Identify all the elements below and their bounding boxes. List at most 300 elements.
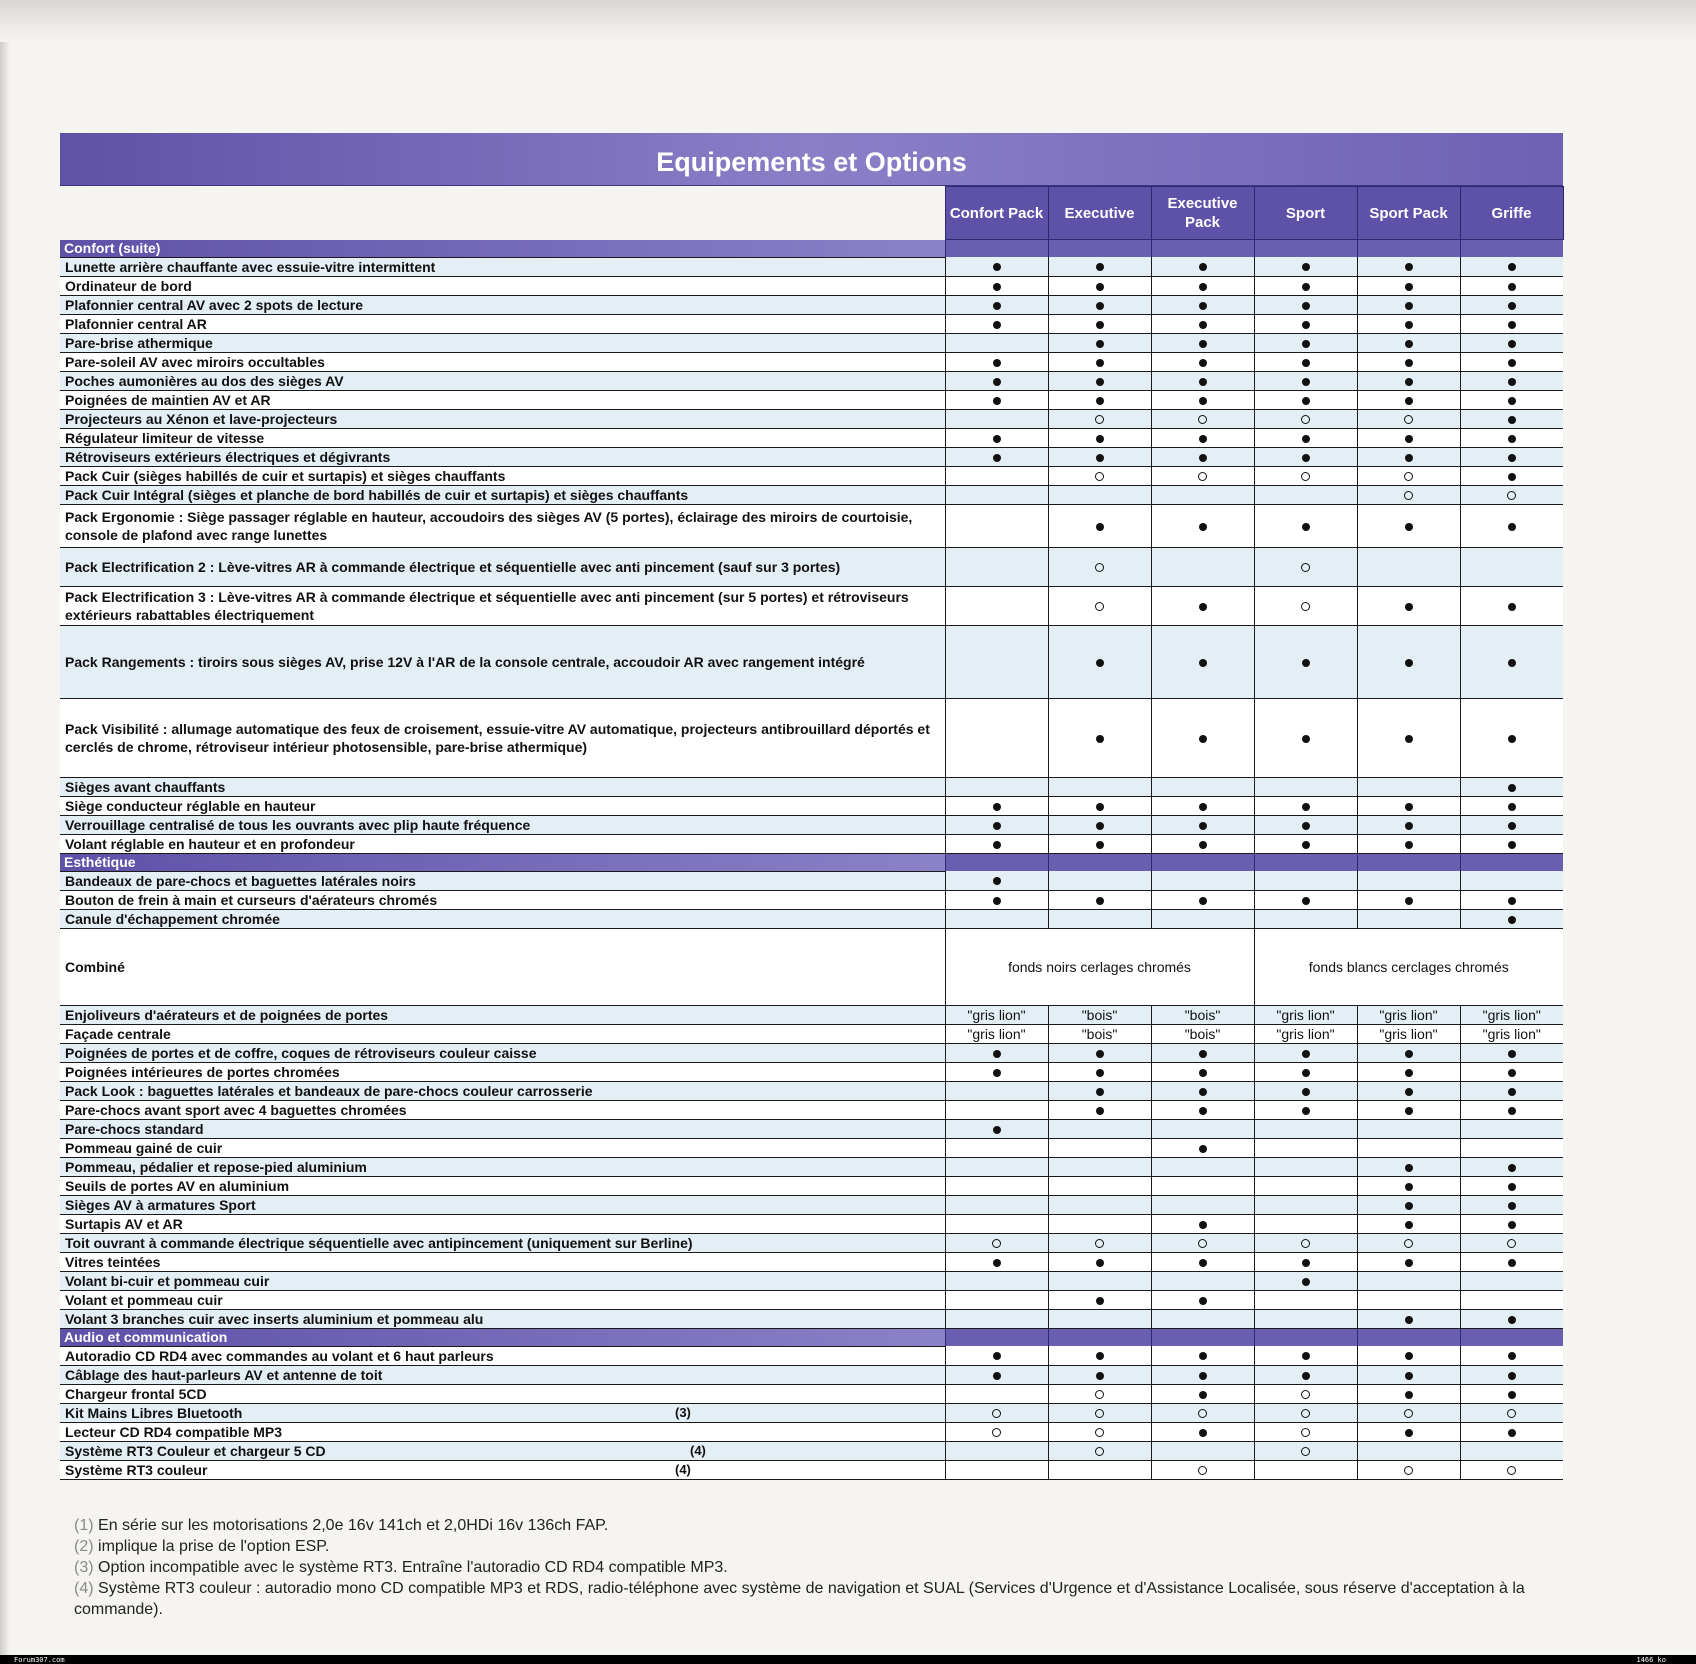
empty-cell <box>1254 1309 1357 1328</box>
standard-dot-icon <box>1199 1429 1207 1437</box>
option-ring-cell <box>1460 1460 1563 1479</box>
standard-dot-icon <box>993 1069 1001 1077</box>
standard-dot-icon <box>993 1050 1001 1058</box>
standard-dot-cell <box>1460 276 1563 295</box>
option-ring-icon <box>1198 1409 1207 1418</box>
option-ring-icon <box>1301 1409 1310 1418</box>
empty-cell <box>945 1290 1048 1309</box>
row-label-text: Pack Ergonomie : Siège passager réglable en hauteur, accoudoirs des sièges AV (5 portes), éclairage des miroirs de courtoisie, console de plafond avec range lunettes <box>65 508 913 543</box>
standard-dot-cell <box>945 1062 1048 1081</box>
standard-dot-icon <box>1405 1372 1413 1380</box>
footnote-ref: (3) <box>675 1404 691 1420</box>
row-label <box>60 428 945 447</box>
standard-dot-icon <box>1302 803 1310 811</box>
option-ring-icon <box>1404 1409 1413 1418</box>
row-label-text: Pack Electrification 2 : Lève-vitres AR à commande électrique et séquentielle avec anti pincement (sauf sur 3 portes) <box>65 558 841 575</box>
empty-cell <box>1254 1195 1357 1214</box>
standard-dot-icon <box>1199 454 1207 462</box>
table-row <box>60 1384 1563 1403</box>
option-ring-cell <box>1357 409 1460 428</box>
option-ring-cell <box>1254 1384 1357 1403</box>
standard-dot-icon <box>1508 1221 1516 1229</box>
table-row <box>60 333 1563 352</box>
standard-dot-icon <box>1199 1391 1207 1399</box>
option-ring-icon <box>1095 1428 1104 1437</box>
standard-dot-cell <box>1151 1422 1254 1441</box>
empty-cell <box>1357 1119 1460 1138</box>
standard-dot-cell <box>1460 625 1563 698</box>
standard-dot-cell <box>1254 1365 1357 1384</box>
option-ring-icon <box>1095 602 1104 611</box>
finish-cell: "gris lion" <box>1357 1005 1460 1024</box>
section-fill <box>945 240 1048 258</box>
standard-dot-cell <box>1460 333 1563 352</box>
standard-dot-cell <box>1357 428 1460 447</box>
standard-dot-icon <box>1508 659 1516 667</box>
empty-cell <box>1460 1138 1563 1157</box>
empty-cell <box>945 1271 1048 1290</box>
standard-dot-cell <box>1254 1271 1357 1290</box>
option-ring-cell <box>1254 1233 1357 1252</box>
section-fill <box>1357 853 1460 871</box>
standard-dot-icon <box>1199 1050 1207 1058</box>
standard-dot-cell <box>1151 1062 1254 1081</box>
empty-cell <box>1254 1290 1357 1309</box>
empty-cell <box>1357 1441 1460 1460</box>
standard-dot-cell <box>1357 352 1460 371</box>
option-ring-cell <box>1254 409 1357 428</box>
option-ring-icon <box>1198 472 1207 481</box>
standard-dot-cell <box>1048 1043 1151 1062</box>
row-label <box>60 777 945 796</box>
standard-dot-cell <box>1048 1290 1151 1309</box>
section-header-row <box>60 240 1563 258</box>
empty-cell <box>1254 871 1357 890</box>
standard-dot-cell <box>1048 314 1151 333</box>
standard-dot-icon <box>1302 321 1310 329</box>
standard-dot-icon <box>1199 1107 1207 1115</box>
table-row <box>60 586 1563 625</box>
empty-cell <box>1048 1460 1151 1479</box>
standard-dot-cell <box>1151 447 1254 466</box>
standard-dot-cell <box>1151 1290 1254 1309</box>
row-label <box>60 1081 945 1100</box>
standard-dot-cell <box>1460 390 1563 409</box>
empty-cell <box>1357 1138 1460 1157</box>
table-row <box>60 871 1563 890</box>
standard-dot-icon <box>1199 897 1207 905</box>
row-label-text: Plafonnier central AV avec 2 spots de lecture <box>65 296 363 313</box>
standard-dot-cell <box>945 1365 1048 1384</box>
row-label-text: Surtapis AV et AR <box>65 1215 183 1232</box>
option-ring-icon <box>1507 1466 1516 1475</box>
row-label <box>60 1005 945 1024</box>
row-label <box>60 1346 945 1365</box>
standard-dot-cell <box>1151 314 1254 333</box>
standard-dot-icon <box>1096 378 1104 386</box>
standard-dot-icon <box>1508 473 1516 481</box>
standard-dot-cell <box>1048 1346 1151 1365</box>
row-label <box>60 1176 945 1195</box>
standard-dot-icon <box>1508 359 1516 367</box>
section-fill <box>1357 240 1460 258</box>
table-row <box>60 1062 1563 1081</box>
standard-dot-cell <box>1048 352 1151 371</box>
option-ring-cell <box>1151 466 1254 485</box>
standard-dot-icon <box>1199 1069 1207 1077</box>
standard-dot-cell <box>1254 796 1357 815</box>
standard-dot-icon <box>1508 523 1516 531</box>
standard-dot-icon <box>993 321 1001 329</box>
row-label-text: Canule d'échappement chromée <box>65 910 280 927</box>
page-title: Equipements et Options <box>60 133 1563 186</box>
combine-cell <box>945 928 1254 1005</box>
standard-dot-icon <box>993 454 1001 462</box>
empty-cell <box>1357 1271 1460 1290</box>
option-ring-cell <box>1357 1460 1460 1479</box>
standard-dot-icon <box>1405 603 1413 611</box>
row-label-text: Système RT3 couleur <box>65 1461 208 1478</box>
empty-cell <box>945 547 1048 586</box>
standard-dot-cell <box>1357 276 1460 295</box>
standard-dot-cell <box>1357 1043 1460 1062</box>
standard-dot-cell <box>1151 586 1254 625</box>
table-row <box>60 1100 1563 1119</box>
standard-dot-icon <box>993 1259 1001 1267</box>
row-label <box>60 796 945 815</box>
standard-dot-icon <box>1199 1145 1207 1153</box>
standard-dot-cell <box>1460 352 1563 371</box>
row-label <box>60 1309 945 1328</box>
standard-dot-cell <box>1460 1176 1563 1195</box>
standard-dot-cell <box>1254 1062 1357 1081</box>
row-label-text: Siège conducteur réglable en hauteur <box>65 797 316 814</box>
standard-dot-cell <box>1151 1100 1254 1119</box>
row-label-text: Bandeaux de pare-chocs et baguettes latérales noirs <box>65 872 416 889</box>
section-fill <box>1151 853 1254 871</box>
standard-dot-cell <box>1254 890 1357 909</box>
finish-cell: "bois" <box>1151 1005 1254 1024</box>
standard-dot-cell <box>1254 390 1357 409</box>
standard-dot-cell <box>1460 909 1563 928</box>
standard-dot-cell <box>1151 698 1254 777</box>
column-header: Griffe <box>1460 187 1563 240</box>
standard-dot-cell <box>945 1119 1048 1138</box>
finish-cell: "gris lion" <box>1460 1024 1563 1043</box>
standard-dot-icon <box>1199 659 1207 667</box>
empty-cell <box>945 698 1048 777</box>
empty-cell <box>1048 1309 1151 1328</box>
table-row <box>60 1138 1563 1157</box>
empty-cell <box>945 909 1048 928</box>
standard-dot-icon <box>1096 822 1104 830</box>
empty-cell <box>1254 485 1357 504</box>
standard-dot-icon <box>1405 359 1413 367</box>
standard-dot-cell <box>1151 333 1254 352</box>
standard-dot-icon <box>993 1126 1001 1134</box>
section-title: Esthétique <box>60 853 945 871</box>
row-label-text: Volant 3 branches cuir avec inserts aluminium et pommeau alu <box>65 1310 484 1327</box>
column-header: Sport <box>1254 187 1357 240</box>
standard-dot-icon <box>1405 822 1413 830</box>
standard-dot-cell <box>1254 1346 1357 1365</box>
option-ring-icon <box>1404 472 1413 481</box>
empty-cell <box>945 485 1048 504</box>
option-ring-cell <box>1254 1422 1357 1441</box>
standard-dot-cell <box>1460 815 1563 834</box>
row-label-text: Pare-soleil AV avec miroirs occultables <box>65 353 325 370</box>
standard-dot-cell <box>1460 1157 1563 1176</box>
option-ring-cell <box>1151 409 1254 428</box>
standard-dot-cell <box>1048 698 1151 777</box>
option-ring-cell <box>1357 466 1460 485</box>
row-label-text: Volant et pommeau cuir <box>65 1291 223 1308</box>
empty-cell <box>1048 871 1151 890</box>
standard-dot-icon <box>1096 359 1104 367</box>
option-ring-cell <box>1048 586 1151 625</box>
standard-dot-cell <box>1460 1309 1563 1328</box>
empty-cell <box>1254 1214 1357 1233</box>
standard-dot-icon <box>1199 378 1207 386</box>
footnote: (2) implique la prise de l'option ESP. <box>74 1538 330 1555</box>
standard-dot-cell <box>1460 314 1563 333</box>
empty-cell <box>945 1441 1048 1460</box>
standard-dot-icon <box>1096 1050 1104 1058</box>
standard-dot-icon <box>1508 1259 1516 1267</box>
option-ring-cell <box>1048 547 1151 586</box>
standard-dot-cell <box>1357 1176 1460 1195</box>
row-label <box>60 1252 945 1271</box>
row-label <box>60 547 945 586</box>
standard-dot-icon <box>1302 1278 1310 1286</box>
table-row <box>60 371 1563 390</box>
standard-dot-icon <box>1405 378 1413 386</box>
empty-cell <box>945 1157 1048 1176</box>
standard-dot-cell <box>1048 815 1151 834</box>
standard-dot-icon <box>1405 263 1413 271</box>
row-label <box>60 1138 945 1157</box>
empty-cell <box>1151 547 1254 586</box>
row-label-text: Pommeau gainé de cuir <box>65 1139 223 1156</box>
row-label <box>60 698 945 777</box>
standard-dot-icon <box>1508 1069 1516 1077</box>
empty-cell <box>1048 1271 1151 1290</box>
standard-dot-icon <box>1405 397 1413 405</box>
standard-dot-cell <box>1151 504 1254 547</box>
empty-cell <box>1048 1214 1151 1233</box>
table-row <box>60 698 1563 777</box>
empty-cell <box>945 1081 1048 1100</box>
standard-dot-cell <box>1151 796 1254 815</box>
row-label-text: Seuils de portes AV en aluminium <box>65 1177 290 1194</box>
option-ring-icon <box>1301 415 1310 424</box>
section-fill <box>1254 240 1357 258</box>
table-row <box>60 1043 1563 1062</box>
standard-dot-icon <box>1302 378 1310 386</box>
standard-dot-cell <box>1254 815 1357 834</box>
standard-dot-icon <box>1508 1316 1516 1324</box>
standard-dot-icon <box>1508 378 1516 386</box>
standard-dot-icon <box>1302 1352 1310 1360</box>
standard-dot-icon <box>1302 659 1310 667</box>
standard-dot-cell <box>945 352 1048 371</box>
table-row <box>60 314 1563 333</box>
option-ring-icon <box>1198 415 1207 424</box>
standard-dot-cell <box>1048 625 1151 698</box>
option-ring-icon <box>1095 472 1104 481</box>
standard-dot-cell <box>1357 1365 1460 1384</box>
empty-cell <box>1151 1157 1254 1176</box>
table-row <box>60 1422 1563 1441</box>
standard-dot-icon <box>1508 603 1516 611</box>
row-label-text: Pare-chocs standard <box>65 1120 204 1137</box>
option-ring-icon <box>1198 1466 1207 1475</box>
standard-dot-icon <box>1405 1050 1413 1058</box>
standard-dot-icon <box>1096 1069 1104 1077</box>
standard-dot-icon <box>1405 454 1413 462</box>
row-label-text: Pack Look : baguettes latérales et bandeaux de pare-chocs couleur carrosserie <box>65 1082 593 1099</box>
standard-dot-cell <box>1460 1043 1563 1062</box>
standard-dot-cell <box>1460 447 1563 466</box>
table-row <box>60 504 1563 547</box>
option-ring-icon <box>1301 1447 1310 1456</box>
standard-dot-cell <box>945 257 1048 276</box>
page-top-edge <box>0 0 1696 42</box>
option-ring-cell <box>1357 485 1460 504</box>
standard-dot-icon <box>1199 1221 1207 1229</box>
option-ring-cell <box>1254 466 1357 485</box>
row-label <box>60 1365 945 1384</box>
table-row <box>60 1119 1563 1138</box>
empty-cell <box>945 504 1048 547</box>
empty-cell <box>1254 1460 1357 1479</box>
empty-cell <box>1254 1176 1357 1195</box>
standard-dot-cell <box>1460 1346 1563 1365</box>
standard-dot-cell <box>1460 371 1563 390</box>
option-ring-icon <box>992 1409 1001 1418</box>
standard-dot-cell <box>1460 777 1563 796</box>
section-fill <box>1151 1328 1254 1346</box>
standard-dot-icon <box>993 803 1001 811</box>
standard-dot-cell <box>1048 1062 1151 1081</box>
standard-dot-icon <box>1302 1069 1310 1077</box>
table-row <box>60 1271 1563 1290</box>
table-row <box>60 1081 1563 1100</box>
empty-cell <box>945 1138 1048 1157</box>
option-ring-icon <box>1198 1239 1207 1248</box>
standard-dot-cell <box>1357 1062 1460 1081</box>
column-header-row <box>60 187 1563 240</box>
footnote-ref: (4) <box>675 1461 691 1477</box>
section-fill <box>1151 240 1254 258</box>
option-ring-cell <box>1048 1233 1151 1252</box>
section-fill <box>1254 853 1357 871</box>
standard-dot-icon <box>1508 416 1516 424</box>
option-ring-cell <box>1048 1384 1151 1403</box>
section-fill <box>1460 1328 1563 1346</box>
finish-cell: "gris lion" <box>945 1005 1048 1024</box>
row-label <box>60 371 945 390</box>
option-ring-cell <box>1048 1441 1151 1460</box>
standard-dot-cell <box>1151 1138 1254 1157</box>
row-label-text: Verrouillage centralisé de tous les ouvrants avec plip haute fréquence <box>65 816 531 833</box>
row-label-text: Poignées de maintien AV et AR <box>65 391 271 408</box>
standard-dot-icon <box>1302 340 1310 348</box>
standard-dot-icon <box>1302 523 1310 531</box>
standard-dot-icon <box>993 263 1001 271</box>
standard-dot-cell <box>1254 834 1357 853</box>
standard-dot-cell <box>1460 428 1563 447</box>
standard-dot-cell <box>1357 815 1460 834</box>
standard-dot-cell <box>1048 333 1151 352</box>
finish-cell: "gris lion" <box>1460 1005 1563 1024</box>
combine-text: fonds noirs cerlages chromés <box>1008 958 1191 975</box>
standard-dot-icon <box>1199 803 1207 811</box>
standard-dot-cell <box>1254 333 1357 352</box>
standard-dot-cell <box>1357 1195 1460 1214</box>
row-label <box>60 1100 945 1119</box>
row-label <box>60 1214 945 1233</box>
row-label-text: Projecteurs au Xénon et lave-projecteurs <box>65 410 338 427</box>
empty-cell <box>1151 1309 1254 1328</box>
standard-dot-cell <box>1254 1252 1357 1271</box>
standard-dot-icon <box>993 378 1001 386</box>
row-label-text: Plafonnier central AR <box>65 315 207 332</box>
empty-cell <box>945 466 1048 485</box>
standard-dot-icon <box>1302 841 1310 849</box>
standard-dot-cell <box>1254 314 1357 333</box>
table-row <box>60 276 1563 295</box>
standard-dot-icon <box>1199 435 1207 443</box>
option-ring-cell <box>1357 1233 1460 1252</box>
row-label-text: Combiné <box>65 958 125 975</box>
standard-dot-icon <box>1405 897 1413 905</box>
standard-dot-icon <box>1199 321 1207 329</box>
section-header-row <box>60 853 1563 871</box>
table-row <box>60 928 1563 1005</box>
standard-dot-icon <box>1199 735 1207 743</box>
standard-dot-icon <box>1096 1259 1104 1267</box>
option-ring-icon <box>1404 1466 1413 1475</box>
row-label <box>60 1233 945 1252</box>
option-ring-icon <box>1404 415 1413 424</box>
footnotes <box>74 1515 1554 1620</box>
option-ring-icon <box>1404 1239 1413 1248</box>
standard-dot-icon <box>1199 1297 1207 1305</box>
standard-dot-cell <box>945 815 1048 834</box>
table-row <box>60 1290 1563 1309</box>
standard-dot-icon <box>1096 1297 1104 1305</box>
standard-dot-cell <box>1460 1195 1563 1214</box>
table-row <box>60 777 1563 796</box>
standard-dot-icon <box>1508 263 1516 271</box>
table-row <box>60 1024 1563 1043</box>
standard-dot-cell <box>1460 586 1563 625</box>
standard-dot-icon <box>1508 735 1516 743</box>
table-row <box>60 257 1563 276</box>
row-label-text: Poches aumonières au dos des sièges AV <box>65 372 344 389</box>
table-row <box>60 1346 1563 1365</box>
option-ring-icon <box>1507 1409 1516 1418</box>
empty-cell <box>1460 547 1563 586</box>
standard-dot-icon <box>1405 302 1413 310</box>
standard-dot-cell <box>1048 1365 1151 1384</box>
standard-dot-cell <box>1254 371 1357 390</box>
standard-dot-cell <box>1151 1043 1254 1062</box>
standard-dot-cell <box>1254 1043 1357 1062</box>
table-row <box>60 890 1563 909</box>
standard-dot-icon <box>1302 897 1310 905</box>
